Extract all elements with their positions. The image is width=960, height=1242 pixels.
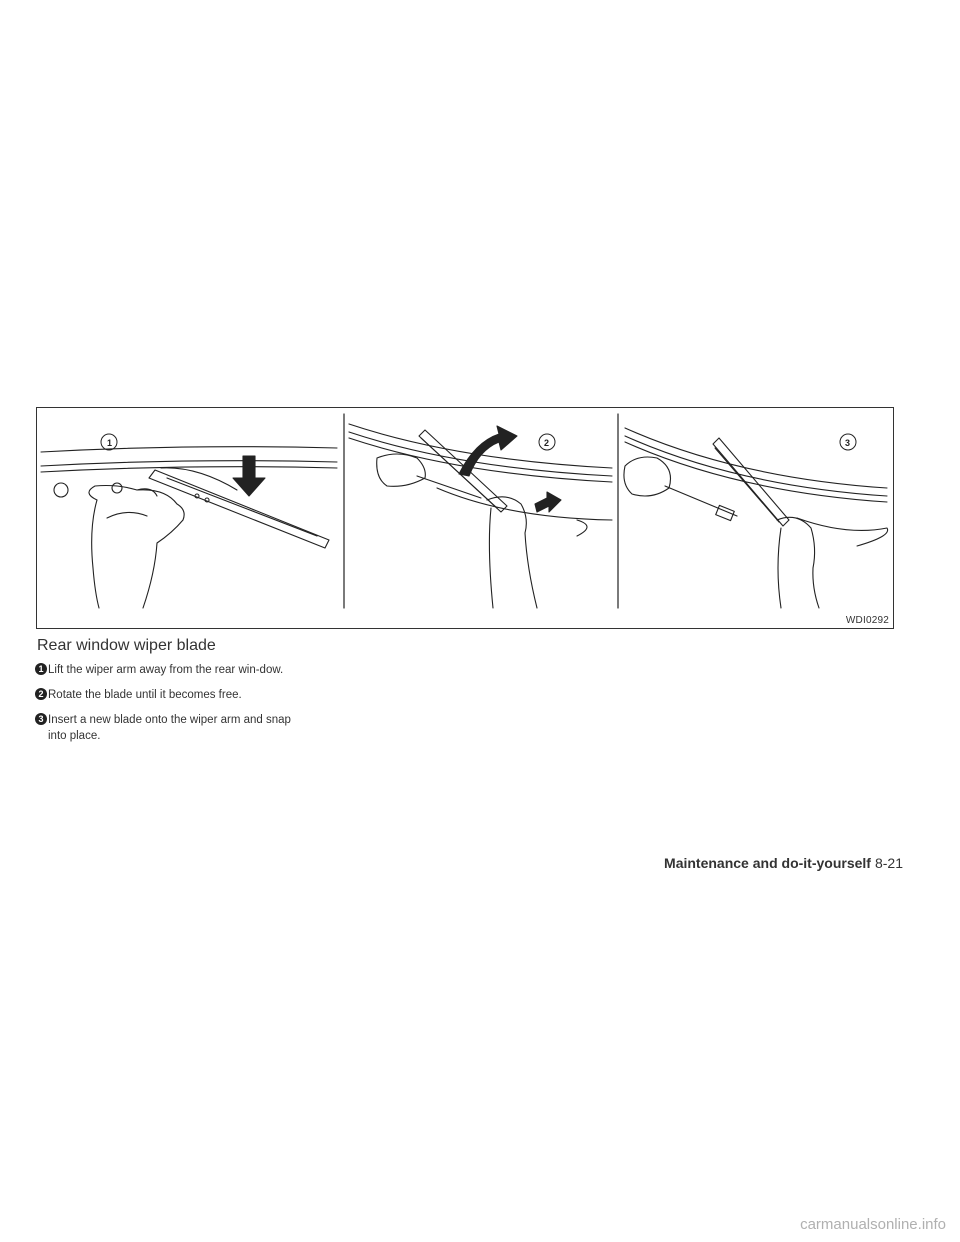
step-item (37, 662, 312, 678)
step-text: Insert a new blade onto the wiper arm and snap into place. (48, 714, 291, 742)
panel-2-illustration (349, 424, 612, 608)
section-title: Rear window wiper blade (37, 637, 216, 654)
step-text: Rotate the blade until it becomes free. (48, 689, 242, 701)
step-item (37, 712, 312, 744)
wiper-illustration (36, 407, 894, 629)
step-list (37, 662, 312, 753)
step-number-icon: 2 (35, 688, 47, 700)
figure-code: WDI0292 (845, 615, 889, 626)
page-footer (664, 855, 903, 871)
step-number-icon: 1 (35, 663, 47, 675)
footer-section-name: Maintenance and do-it-yourself (664, 855, 871, 871)
step-number-icon: 3 (35, 713, 47, 725)
svg-text:1: 1 (107, 438, 113, 448)
panel-1-illustration (41, 434, 337, 608)
watermark: carmanualsonline.info (800, 1216, 946, 1233)
step-text: Lift the wiper arm away from the rear win-dow. (48, 664, 284, 676)
page-number: 8-21 (874, 855, 903, 871)
panel-3-illustration (624, 428, 888, 608)
svg-text:2: 2 (544, 438, 550, 448)
step-item (37, 687, 312, 703)
svg-text:3: 3 (845, 438, 851, 448)
